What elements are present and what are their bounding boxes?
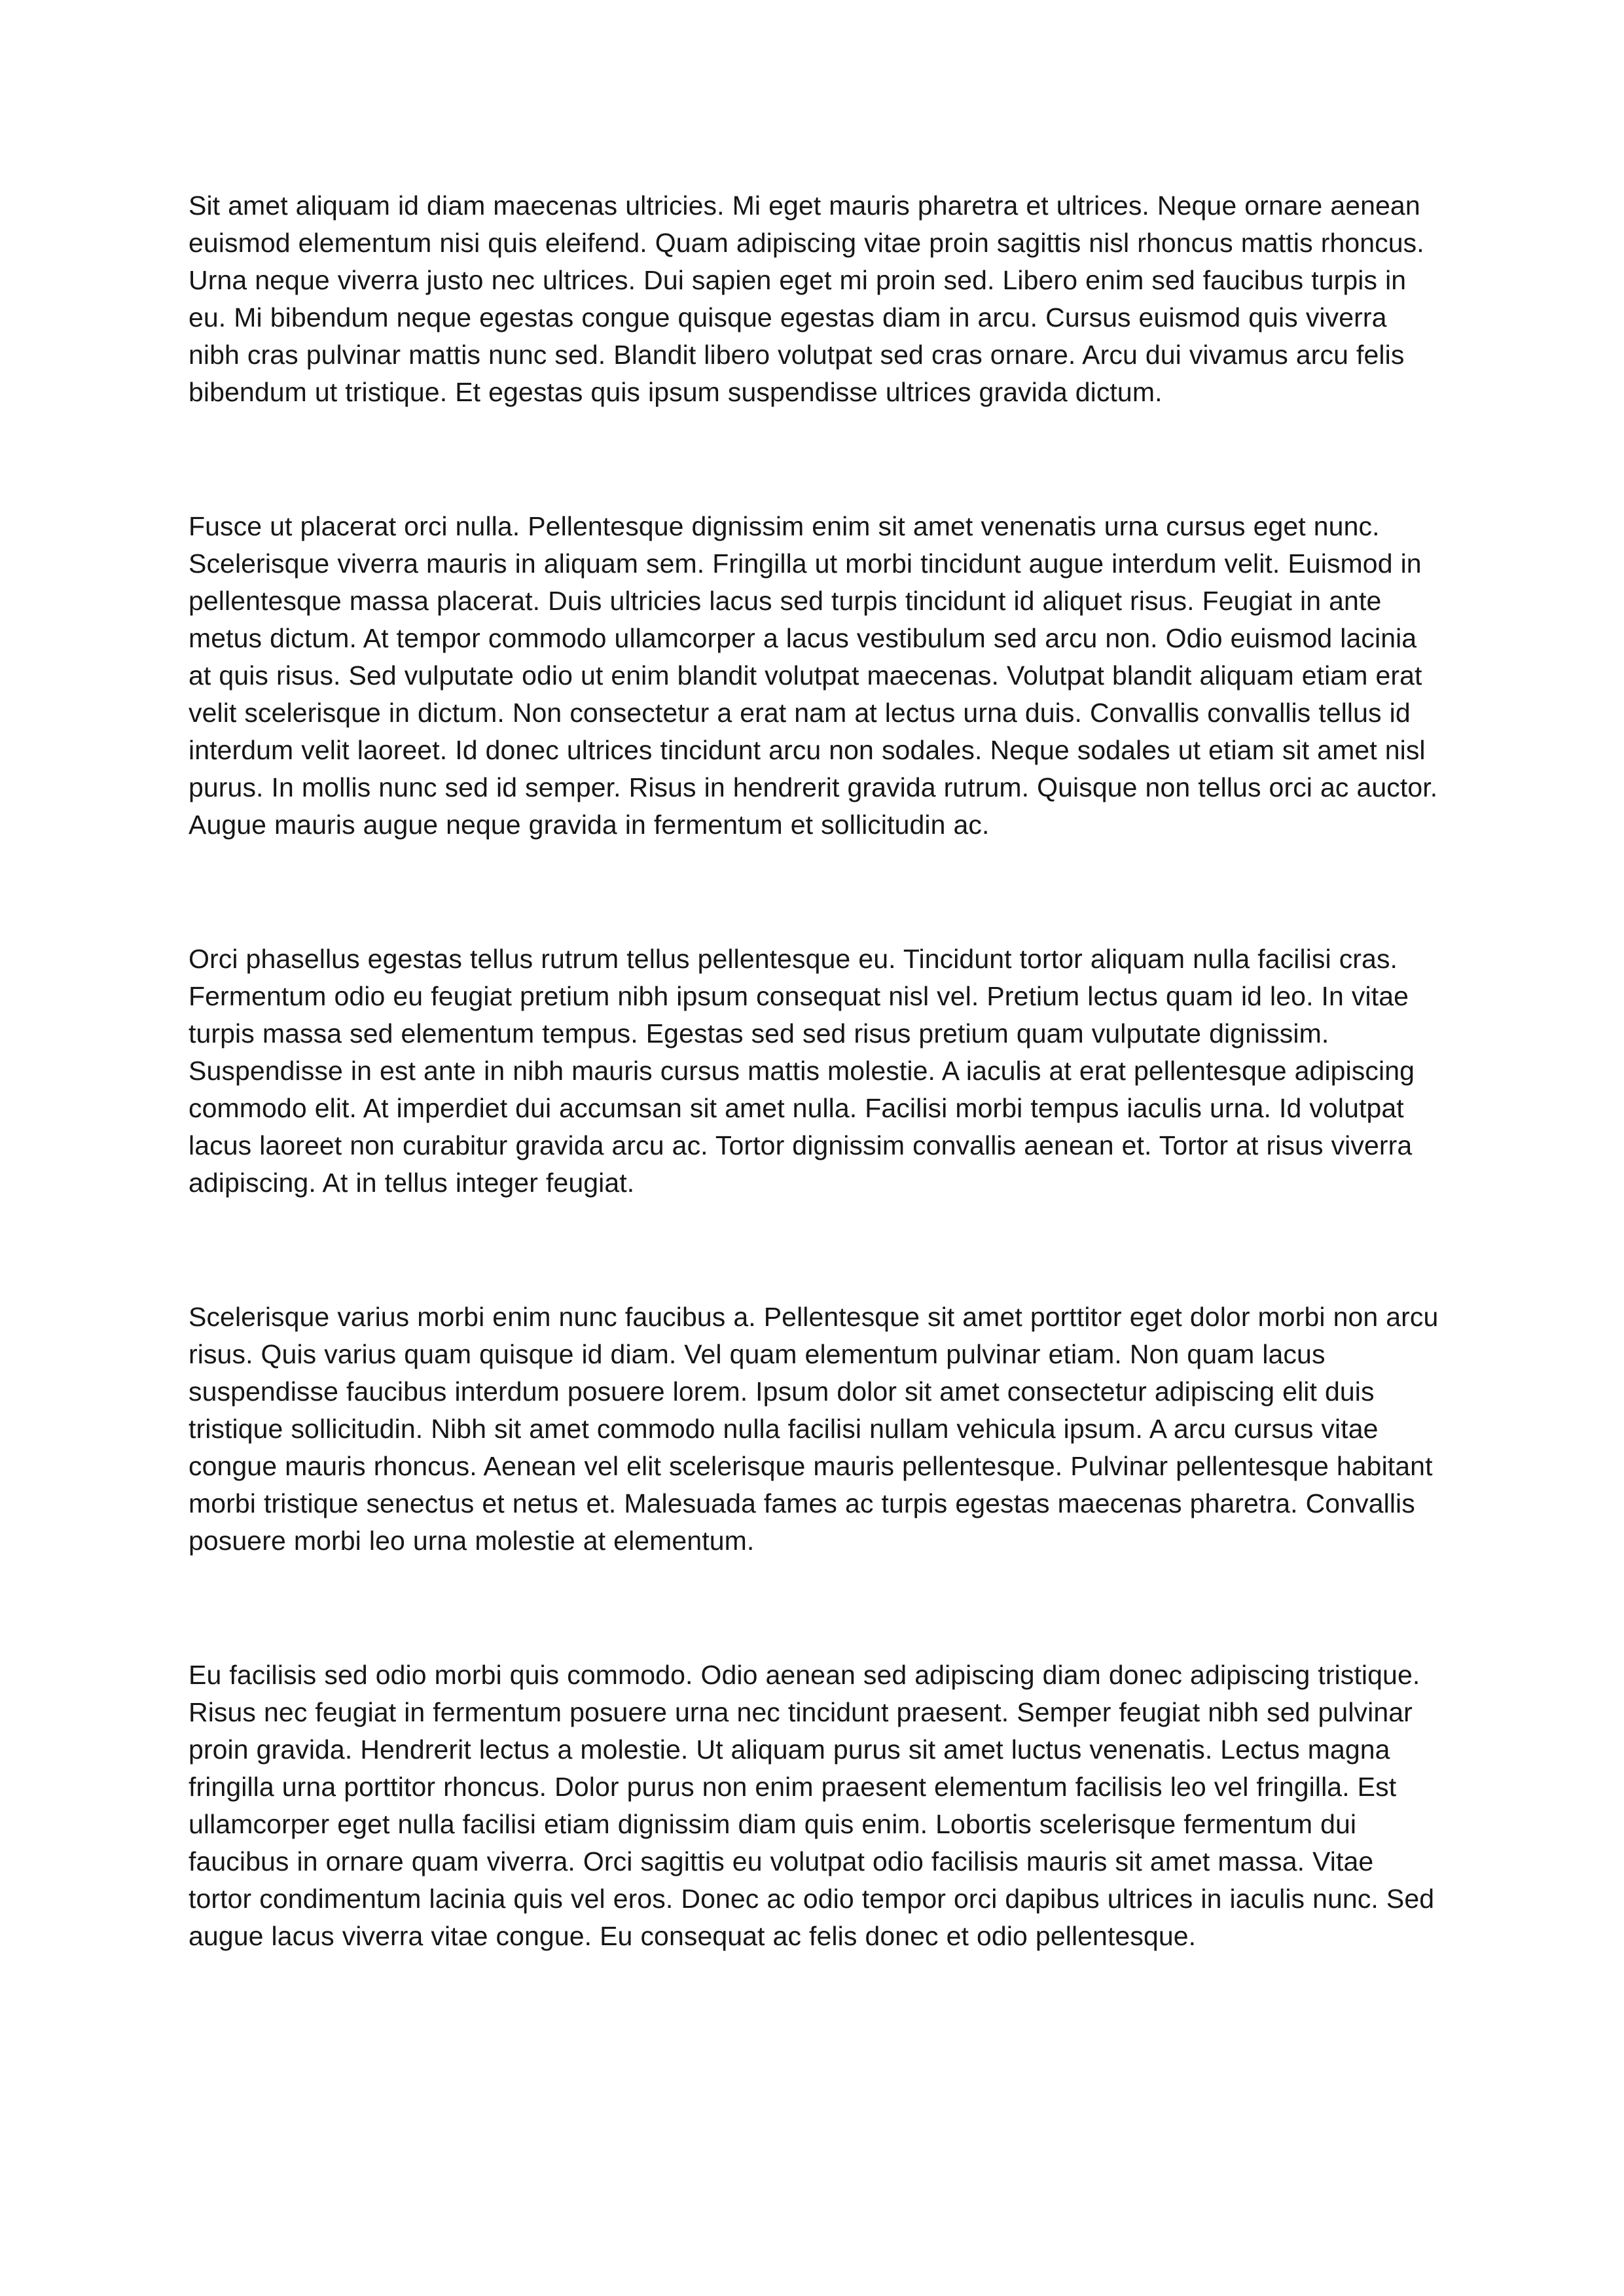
paragraph-2: Fusce ut placerat orci nulla. Pellentesque dignissim enim sit amet venenatis urna cursus eget nunc. Scelerisque viverra mauris in aliquam sem. Fringilla ut morbi tincidunt augue interdum velit. Euismod in pellentesque massa placerat. Duis ultricies lacus sed turpis tincidunt id aliquet risus. Feugiat in ante metus dictum. At tempor commodo ullamcorper a lacus vestibulum sed arcu non. Odio euismod lacinia at quis risus. Sed vulputate odio ut enim blandit volutpat maecenas. Volutpat blandit aliquam etiam erat velit scelerisque in dictum. Non consectetur a erat nam at lectus urna duis. Convallis convallis tellus id interdum velit laoreet. Id donec ultrices tincidunt arcu non sodales. Neque sodales ut etiam sit amet nisl purus. In mollis nunc sed id semper. Risus in hendrerit gravida rutrum. Quisque non tellus orci ac auctor. Augue mauris augue neque gravida in fermentum et sollicitudin ac. [189, 511, 1438, 840]
paragraph-1: Sit amet aliquam id diam maecenas ultricies. Mi eget mauris pharetra et ultrices. Neque ornare aenean euismod elementum nisi quis eleifend. Quam adipiscing vitae proin sagittis nisl rhoncus mattis rhoncus. Urna neque viverra justo nec ultrices. Dui sapien eget mi proin sed. Libero enim sed faucibus turpis in eu. Mi bibendum neque egestas congue quisque egestas diam in arcu. Cursus euismod quis viverra nibh cras pulvinar mattis nunc sed. Blandit libero volutpat sed cras ornare. Arcu dui vivamus arcu felis bibendum ut tristique. Et egestas quis ipsum suspendisse ultrices gravida dictum. [189, 190, 1424, 407]
paragraph-3: Orci phasellus egestas tellus rutrum tellus pellentesque eu. Tincidunt tortor aliquam nulla facilisi cras. Fermentum odio eu feugiat pretium nibh ipsum consequat nisl vel. Pretium lectus quam id leo. In vitae turpis massa sed elementum tempus. Egestas sed sed risus pretium quam vulputate dignissim. Suspendisse in est ante in nibh mauris cursus mattis molestie. A iaculis at erat pellentesque adipiscing commodo elit. At imperdiet dui accumsan sit amet nulla. Facilisi morbi tempus iaculis urna. Id volutpat lacus laoreet non curabitur gravida arcu ac. Tortor dignissim convallis aenean et. Tortor at risus viverra adipiscing. At in tellus integer feugiat. [189, 944, 1415, 1198]
paragraph-4: Scelerisque varius morbi enim nunc faucibus a. Pellentesque sit amet porttitor eget dolor morbi non arcu risus. Quis varius quam quisque id diam. Vel quam elementum pulvinar etiam. Non quam lacus suspendisse faucibus interdum posuere lorem. Ipsum dolor sit amet consectetur adipiscing elit duis tristique sollicitudin. Nibh sit amet commodo nulla facilisi nullam vehicula ipsum. A arcu cursus vitae congue mauris rhoncus. Aenean vel elit scelerisque mauris pellentesque. Pulvinar pellentesque habitant morbi tristique senectus et netus et. Malesuada fames ac turpis egestas maecenas pharetra. Convallis posuere morbi leo urna molestie at elementum. [189, 1302, 1439, 1556]
paragraph-5: Eu facilisis sed odio morbi quis commodo. Odio aenean sed adipiscing diam donec adipiscing tristique. Risus nec feugiat in fermentum posuere urna nec tincidunt praesent. Semper feugiat nibh sed pulvinar proin gravida. Hendrerit lectus a molestie. Ut aliquam purus sit amet luctus venenatis. Lectus magna fringilla urna porttitor rhoncus. Dolor purus non enim praesent elementum facilisis leo vel fringilla. Est ullamcorper eget nulla facilisi etiam dignissim diam quis enim. Lobortis scelerisque fermentum dui faucibus in ornare quam viverra. Orci sagittis eu volutpat odio facilisis mauris sit amet massa. Vitae tortor condimentum lacinia quis vel eros. Donec ac odio tempor orci dapibus ultrices in iaculis nunc. Sed augue lacus viverra vitae congue. Eu consequat ac felis donec et odio pellentesque. [189, 1660, 1435, 1951]
